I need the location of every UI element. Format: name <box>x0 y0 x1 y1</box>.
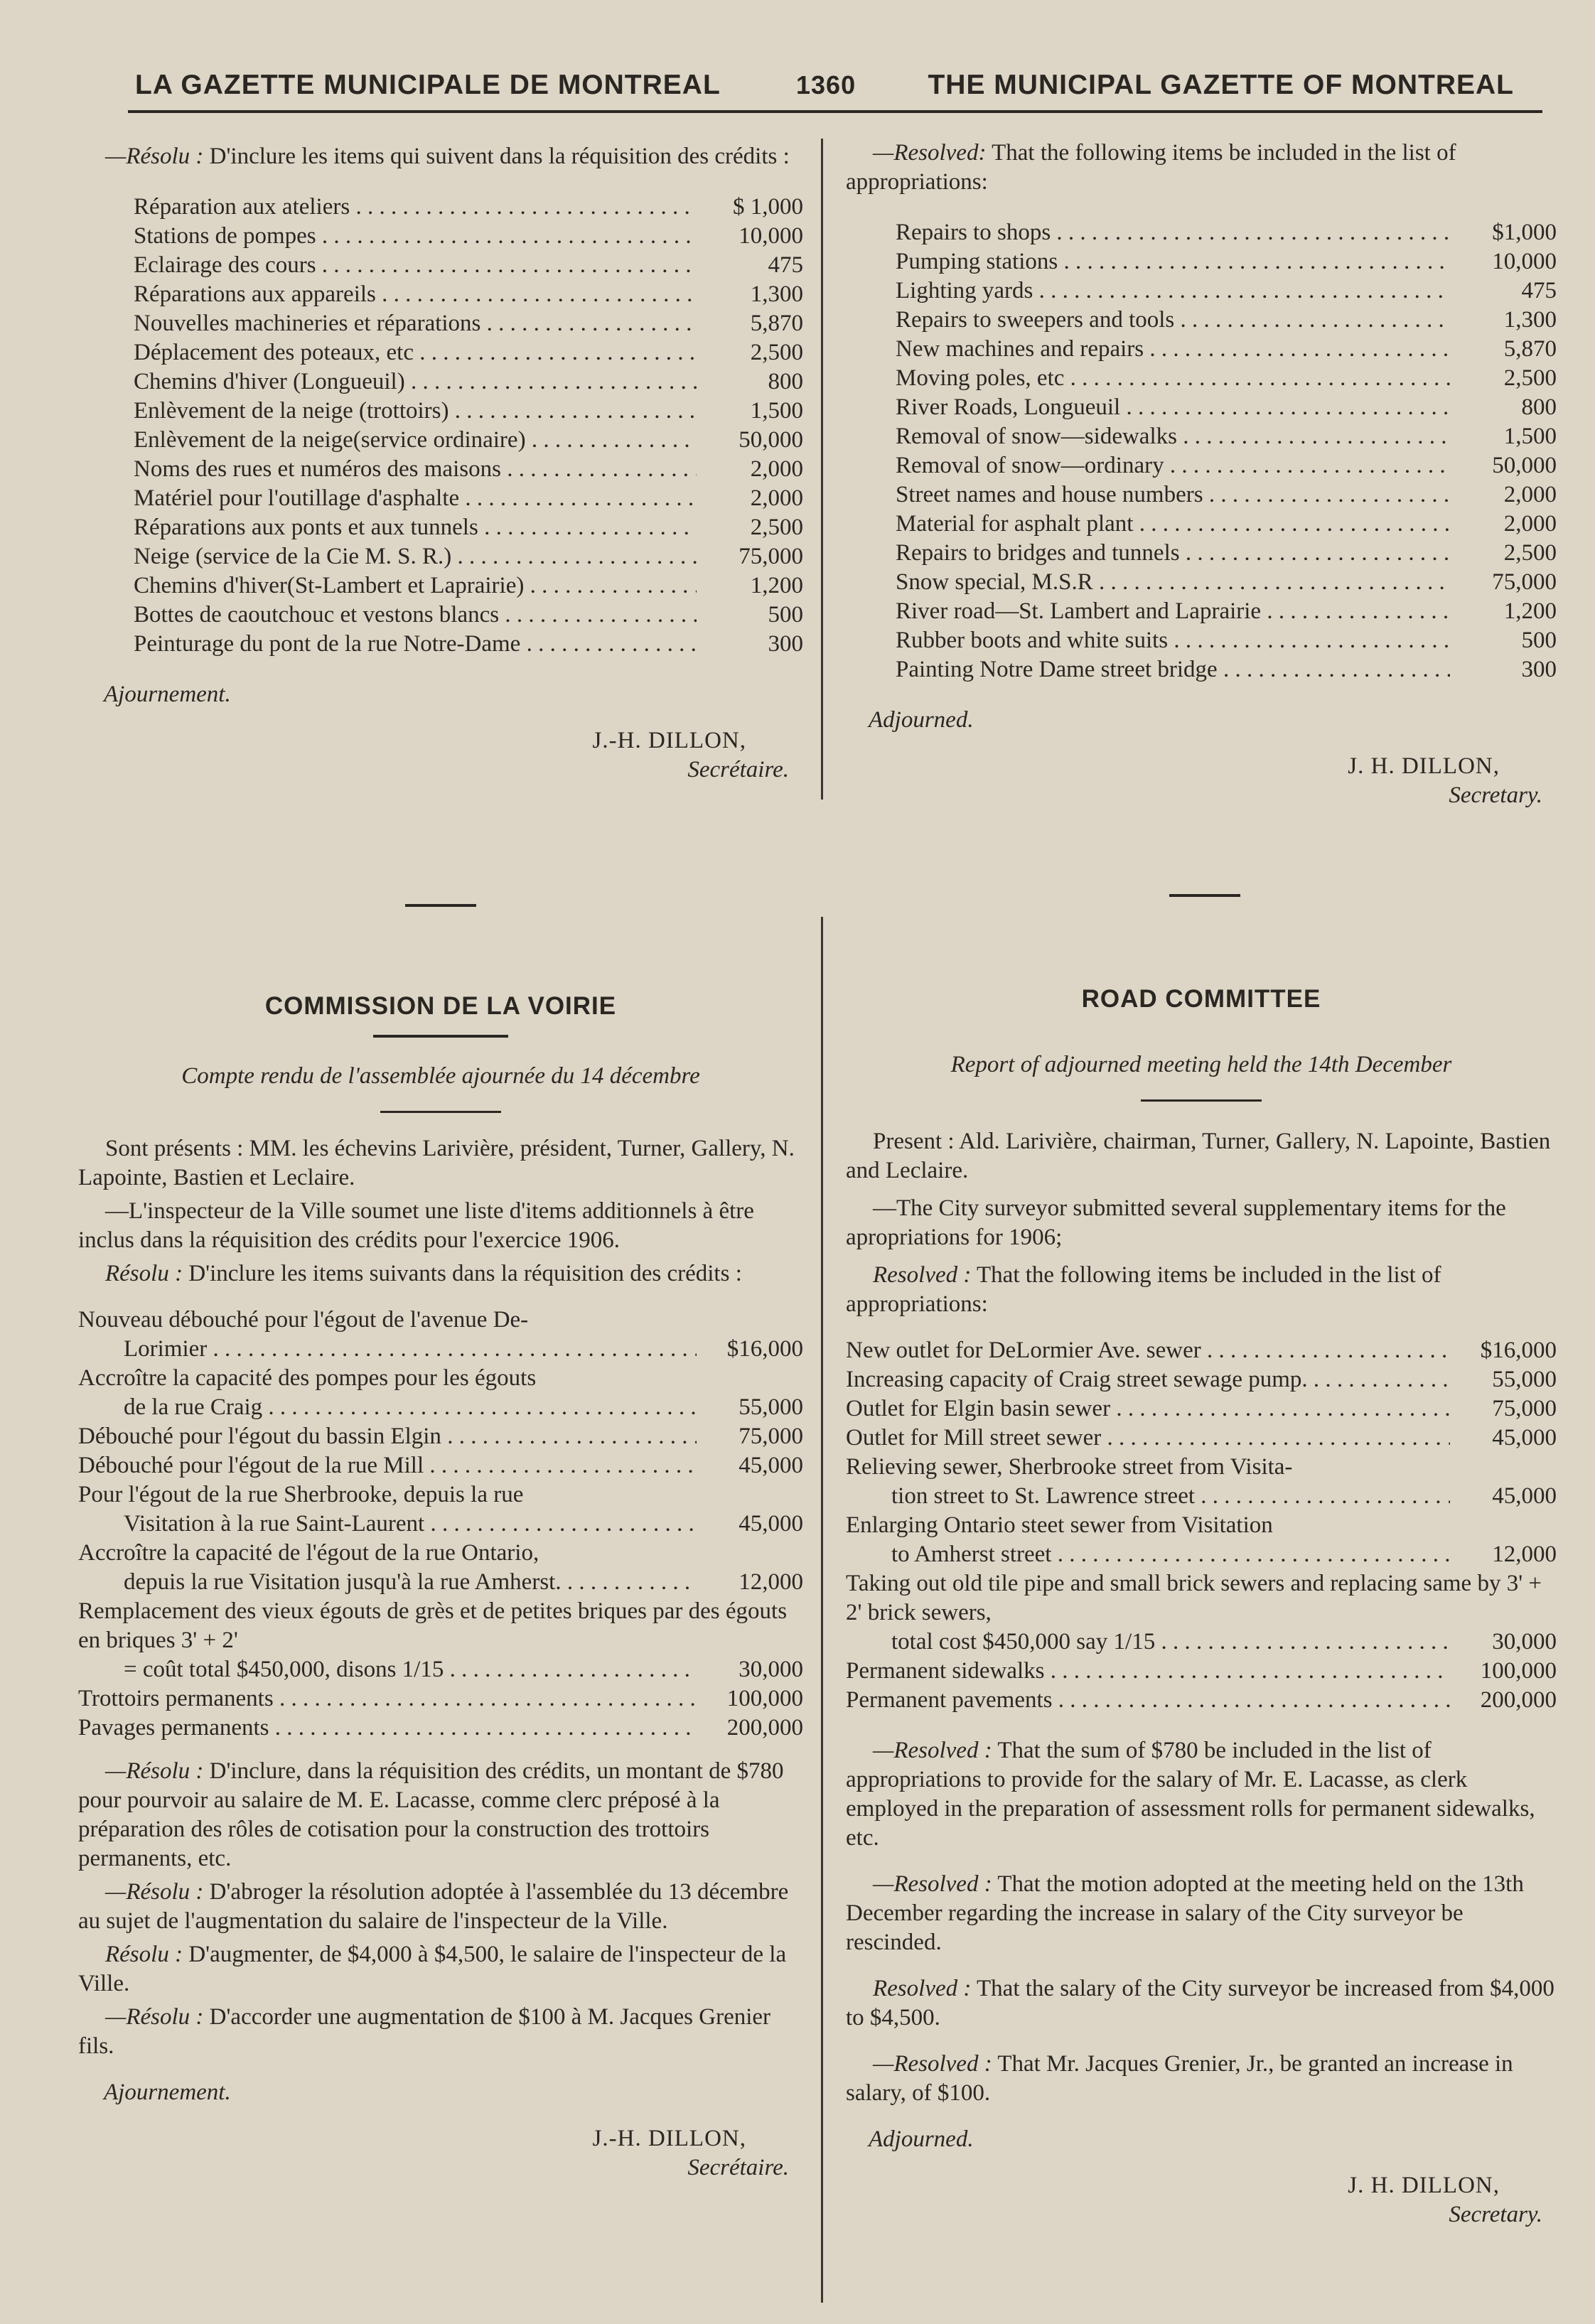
list-item <box>78 1422 803 1451</box>
fr-res4 <box>78 2003 803 2061</box>
item-label: Réparations aux appareils . . . <box>134 280 697 309</box>
item-label: Pumping stations . . . <box>896 247 1450 276</box>
item-label: Lighting yards . . . <box>896 276 1450 306</box>
item-label: New machines and repairs . . . <box>896 335 1450 364</box>
item-last-line <box>78 1510 803 1539</box>
en-bottom-items <box>846 1336 1557 1715</box>
list-item <box>78 1480 803 1539</box>
item-label: Débouché pour l'égout de la rue Mill . . . <box>78 1451 697 1480</box>
fr-top-adjourned: Ajournement. <box>104 682 231 707</box>
item-label: Réparations aux ponts et aux tunnels . . . <box>134 513 697 542</box>
signature-name: J.-H. DILLON, <box>592 728 746 753</box>
item-amount: 50,000 <box>1492 453 1557 478</box>
resolved-label: Résolu : <box>105 1261 183 1286</box>
item-amount: 10,000 <box>1492 249 1557 274</box>
list-item <box>134 455 803 484</box>
list-item <box>846 1657 1557 1686</box>
item-label: New outlet for DeLormier Ave. sewer . . . <box>846 1336 1450 1365</box>
item-label: de la rue Craig . . . <box>124 1393 697 1422</box>
fr-bottom-signature <box>78 2124 803 2183</box>
item-label: Chemins d'hiver(St-Lambert et Laprairie) . . . <box>134 571 697 601</box>
item-amount: 1,200 <box>1503 598 1557 624</box>
resolved-label: Resolved : <box>873 1262 972 1288</box>
item-amount: 300 <box>1521 657 1557 682</box>
list-item <box>134 280 803 309</box>
en-res3 <box>846 1974 1557 2033</box>
item-label: Enlèvement de la neige (trottoirs) . . . <box>134 397 697 426</box>
resolved-label: —Resolved: <box>873 140 987 166</box>
en-top-signature <box>846 752 1557 810</box>
item-last-line <box>846 1628 1557 1657</box>
list-item <box>78 1714 803 1743</box>
item-amount: 55,000 <box>739 1394 803 1420</box>
list-item <box>896 364 1557 393</box>
item-label: Outlet for Elgin basin sewer . . . <box>846 1394 1450 1424</box>
fr-present: Sont présents : MM. les échevins Larivière, président, Turner, Gallery, N. Lapointe, Bastien et Leclaire. <box>78 1136 795 1190</box>
item-amount: 30,000 <box>739 1657 803 1682</box>
item-amount: $16,000 <box>726 1336 803 1362</box>
subhead-rule <box>1141 1099 1262 1102</box>
item-label: Repairs to sweepers and tools . . . <box>896 306 1450 335</box>
item-label: River Roads, Longueuil . . . <box>896 393 1450 422</box>
item-label: Painting Notre Dame street bridge . . . <box>896 655 1450 684</box>
list-item <box>134 222 803 251</box>
list-item <box>896 510 1557 539</box>
item-label: Débouché pour l'égout du bassin Elgin . . . <box>78 1422 697 1451</box>
item-amount: 12,000 <box>739 1569 803 1595</box>
item-label-first-line: Remplacement des vieux égouts de grès et de petites briques par des égouts en briques 3' + 2' <box>78 1598 788 1653</box>
item-label: tion street to St. Lawrence street . . . <box>891 1482 1450 1511</box>
item-label: Matériel pour l'outillage d'asphalte . . . <box>134 484 697 513</box>
fr-res3 <box>78 1940 803 1998</box>
resolution-text: That the salary of the City surveyor be increased from $4,000 to $4,500. <box>846 1976 1554 2030</box>
item-amount: 75,000 <box>1492 1396 1557 1421</box>
item-label: total cost $450,000 say 1/15 . . . <box>891 1628 1450 1657</box>
item-amount: 75,000 <box>739 544 803 569</box>
fr-bottom-resolution <box>78 1259 803 1289</box>
resolution-text: That the following items be included in the list of appropriations: <box>846 140 1456 195</box>
item-label: depuis la rue Visitation jusqu'à la rue Amherst. . . . <box>124 1568 697 1597</box>
list-item <box>896 247 1557 276</box>
item-amount: 2,500 <box>750 515 803 540</box>
list-item <box>134 542 803 571</box>
resolution-text: D'accorder une augmentation de $100 à M. Jacques Grenier fils. <box>78 2004 771 2059</box>
fr-inspector: —L'inspecteur de la Ville soumet une liste d'items additionnels à être inclus dans la réquisition des crédits pour l'exercice 1906. <box>78 1198 754 1253</box>
list-item <box>134 397 803 426</box>
item-label: Stations de pompes . . . <box>134 222 697 251</box>
resolved-label: —Résolu : <box>105 1879 204 1905</box>
list-item <box>134 338 803 367</box>
fr-res2 <box>78 1878 803 1936</box>
item-amount: 2,000 <box>750 485 803 511</box>
item-amount: 500 <box>768 602 803 628</box>
signature-title: Secrétaire. <box>687 757 789 782</box>
item-amount: 2,000 <box>1503 511 1557 537</box>
list-item <box>896 218 1557 247</box>
item-amount: 75,000 <box>1492 569 1557 595</box>
signature-name: J.-H. DILLON, <box>592 2126 746 2151</box>
item-last-line <box>78 1655 803 1684</box>
item-label: Rubber boots and white suits . . . <box>896 626 1450 655</box>
item-last-line <box>78 1335 803 1364</box>
list-item <box>896 568 1557 597</box>
list-item <box>134 251 803 280</box>
list-item <box>846 1453 1557 1511</box>
item-amount: 475 <box>1521 278 1557 303</box>
item-label: Trottoirs permanents . . . <box>78 1684 697 1714</box>
item-amount: 5,870 <box>750 311 803 336</box>
en-bottom-section <box>846 984 1557 2229</box>
item-last-line <box>846 1540 1557 1569</box>
item-label: Chemins d'hiver (Longueuil) . . . <box>134 367 697 397</box>
list-item <box>896 451 1557 480</box>
item-label: Permanent sidewalks . . . <box>846 1657 1450 1686</box>
list-item <box>846 1511 1557 1569</box>
list-item <box>896 626 1557 655</box>
en-present: Present : Ald. Larivière, chairman, Turner, Gallery, N. Lapointe, Bastien and Leclaire. <box>846 1129 1551 1183</box>
fr-res1 <box>78 1757 803 1873</box>
item-amount: 2,500 <box>1503 540 1557 566</box>
en-res4 <box>846 2050 1557 2108</box>
item-label: Noms des rues et numéros des maisons . . . <box>134 455 697 484</box>
list-item <box>134 484 803 513</box>
list-item <box>78 1306 803 1364</box>
resolved-label: —Resolved : <box>873 2051 992 2077</box>
item-amount: 300 <box>768 631 803 657</box>
resolution-text: That the following items be included in the list of appropriations: <box>846 1262 1441 1317</box>
item-label: Repairs to shops . . . <box>896 218 1450 247</box>
resolution-text: That Mr. Jacques Grenier, Jr., be granted an increase in salary, of $100. <box>846 2051 1513 2106</box>
header-rule <box>128 110 1542 113</box>
list-item <box>846 1365 1557 1394</box>
item-label-first-line: Relieving sewer, Sherbrooke street from Visita- <box>846 1454 1293 1480</box>
en-section-divider <box>1169 894 1240 897</box>
item-amount: 45,000 <box>1492 1425 1557 1451</box>
item-label: Permanent pavements . . . <box>846 1686 1450 1715</box>
item-label: Removal of snow—ordinary . . . <box>896 451 1450 480</box>
fr-bottom-adjourned: Ajournement. <box>104 2080 231 2105</box>
list-item <box>846 1569 1557 1657</box>
signature-title: Secrétaire. <box>687 2155 789 2180</box>
item-label-first-line: Taking out old tile pipe and small brick sewers and replacing same by 3' + 2' brick sewers, <box>846 1571 1542 1625</box>
item-amount: 45,000 <box>739 1511 803 1537</box>
fr-top-section <box>78 142 803 785</box>
item-amount: 12,000 <box>1492 1542 1557 1567</box>
fr-top-resolution <box>78 142 803 171</box>
en-bottom-adjourned: Adjourned. <box>869 2126 974 2152</box>
item-amount: 100,000 <box>1480 1658 1557 1684</box>
item-amount: 100,000 <box>726 1686 803 1711</box>
list-item <box>78 1451 803 1480</box>
en-surveyor: —The City surveyor submitted several supplementary items for the apropriations for 1906; <box>846 1195 1506 1250</box>
item-amount: 475 <box>768 252 803 278</box>
item-label: Repairs to bridges and tunnels . . . <box>896 539 1450 568</box>
list-item <box>134 513 803 542</box>
list-item <box>896 480 1557 510</box>
item-amount: 2,000 <box>750 456 803 482</box>
fr-section-subhead: Compte rendu de l'assemblée ajournée du 14 décembre <box>181 1063 700 1089</box>
list-item <box>846 1336 1557 1365</box>
item-amount: 75,000 <box>739 1424 803 1449</box>
item-amount: 200,000 <box>1480 1687 1557 1713</box>
list-item <box>78 1597 803 1684</box>
item-label: Nouvelles machineries et réparations . . . <box>134 309 697 338</box>
page-header <box>121 64 1528 107</box>
item-amount: 1,500 <box>750 398 803 424</box>
item-label: Peinturage du pont de la rue Notre-Dame . . . <box>134 630 697 659</box>
header-title-en: THE MUNICIPAL GAZETTE OF MONTREAL <box>928 70 1514 100</box>
item-amount: 55,000 <box>1492 1367 1557 1392</box>
item-amount: 2,500 <box>1503 365 1557 391</box>
item-amount: 800 <box>1521 394 1557 420</box>
list-item <box>134 601 803 630</box>
item-label: Pavages permanents . . . <box>78 1714 697 1743</box>
item-amount: 800 <box>768 369 803 394</box>
fr-top-signature <box>78 726 803 785</box>
item-last-line <box>846 1482 1557 1511</box>
resolved-label: Resolved : <box>873 1976 972 2001</box>
en-bottom-signature <box>846 2171 1557 2229</box>
item-label: Moving poles, etc . . . <box>896 364 1450 393</box>
list-item <box>896 335 1557 364</box>
list-item <box>134 630 803 659</box>
resolved-label: —Résolu : <box>105 1758 204 1784</box>
en-res1 <box>846 1736 1557 1853</box>
fr-section-divider <box>405 904 476 907</box>
signature-title: Secretary. <box>1449 2202 1542 2227</box>
item-amount: 5,870 <box>1503 336 1557 362</box>
en-top-section <box>846 139 1557 810</box>
fr-bottom-items <box>78 1306 803 1743</box>
resolution-text: That the sum of $780 be included in the list of appropriations to provide for the salary of Mr. E. Lacasse, as clerk employed in the preparation of assessment rolls for permanent sidewalks, etc. <box>846 1738 1535 1851</box>
item-amount: 1,300 <box>1503 307 1557 333</box>
item-amount: 2,500 <box>750 340 803 365</box>
item-label: Bottes de caoutchouc et vestons blancs . . . <box>134 601 697 630</box>
item-label: Street names and house numbers . . . <box>896 480 1450 510</box>
list-item <box>846 1394 1557 1424</box>
list-item <box>78 1364 803 1422</box>
list-item <box>896 276 1557 306</box>
item-amount: 1,300 <box>750 281 803 307</box>
item-label-first-line: Accroître la capacité de l'égout de la rue Ontario, <box>78 1540 539 1566</box>
list-item <box>896 306 1557 335</box>
resolution-text: D'inclure, dans la réquisition des crédits, un montant de $780 pour pourvoir au salaire de M. E. Lacasse, comme clerc préposé à la préparation des rôles de cotisation pour la construction des trottoirs permanents, etc. <box>78 1758 784 1871</box>
list-item <box>134 367 803 397</box>
resolution-text: D'inclure les items suivants dans la réquisition des crédits : <box>188 1261 742 1286</box>
en-res2 <box>846 1870 1557 1957</box>
item-label: River road—St. Lambert and Laprairie . . . <box>896 597 1450 626</box>
en-section-heading: ROAD COMMITTEE <box>1081 985 1321 1013</box>
item-label: Material for asphalt plant . . . <box>896 510 1450 539</box>
signature-name: J. H. DILLON, <box>1348 753 1500 779</box>
item-label: Increasing capacity of Craig street sewage pump. . . . <box>846 1365 1450 1394</box>
item-label: = coût total $450,000, disons 1/15 . . . <box>124 1655 697 1684</box>
item-last-line <box>78 1568 803 1597</box>
fr-top-items <box>78 193 803 659</box>
list-item <box>896 393 1557 422</box>
resolved-label: —Résolu : <box>105 2004 204 2030</box>
subhead-rule <box>380 1111 501 1113</box>
list-item <box>134 571 803 601</box>
list-item <box>78 1684 803 1714</box>
item-label: Déplacement des poteaux, etc . . . <box>134 338 697 367</box>
en-top-items <box>846 218 1557 684</box>
page-number: 1360 <box>796 70 856 99</box>
column-divider-bottom <box>821 917 823 2303</box>
item-amount: 500 <box>1521 628 1557 653</box>
list-item <box>846 1424 1557 1453</box>
item-label: to Amherst street . . . <box>891 1540 1450 1569</box>
item-label: Removal of snow—sidewalks . . . <box>896 422 1450 451</box>
column-divider-top <box>821 139 823 800</box>
resolved-label: —Résolu : <box>105 144 204 169</box>
item-amount: $ 1,000 <box>733 194 803 220</box>
resolution-text: D'abroger la résolution adoptée à l'assemblée du 13 décembre au sujet de l'augmentation du salaire de l'inspecteur de la Ville. <box>78 1879 789 1934</box>
list-item <box>846 1686 1557 1715</box>
item-amount: 45,000 <box>739 1453 803 1478</box>
item-amount: 200,000 <box>726 1715 803 1741</box>
item-amount: 1,500 <box>1503 424 1557 449</box>
heading-rule <box>373 1035 508 1038</box>
resolution-text: D'augmenter, de $4,000 à $4,500, le salaire de l'inspecteur de la Ville. <box>78 1942 787 1996</box>
item-label: Outlet for Mill street sewer . . . <box>846 1424 1450 1453</box>
item-amount: 2,000 <box>1503 482 1557 507</box>
fr-section-heading: COMMISSION DE LA VOIRIE <box>264 992 617 1020</box>
item-label: Enlèvement de la neige(service ordinaire) . . . <box>134 426 697 455</box>
item-label: Réparation aux ateliers . . . <box>134 193 697 222</box>
resolved-label: —Resolved : <box>873 1738 992 1763</box>
item-amount: 1,200 <box>750 573 803 598</box>
list-item <box>78 1539 803 1597</box>
item-amount: 30,000 <box>1492 1629 1557 1655</box>
item-amount: 45,000 <box>1492 1483 1557 1509</box>
list-item <box>896 539 1557 568</box>
list-item <box>134 193 803 222</box>
en-section-subhead: Report of adjourned meeting held the 14th December <box>950 1052 1452 1077</box>
fr-bottom-section <box>78 991 803 2183</box>
item-label: Visitation à la rue Saint-Laurent . . . <box>124 1510 697 1539</box>
item-amount: $1,000 <box>1492 220 1557 245</box>
item-label-first-line: Pour l'égout de la rue Sherbrooke, depuis la rue <box>78 1482 524 1507</box>
header-title-fr: LA GAZETTE MUNICIPALE DE MONTREAL <box>135 70 721 100</box>
list-item <box>896 655 1557 684</box>
item-label: Snow special, M.S.R . . . <box>896 568 1450 597</box>
en-bottom-resolution <box>846 1261 1557 1319</box>
signature-name: J. H. DILLON, <box>1348 2173 1500 2198</box>
list-item <box>896 597 1557 626</box>
item-amount: 50,000 <box>739 427 803 453</box>
item-label-first-line: Accroître la capacité des pompes pour les égouts <box>78 1365 537 1391</box>
list-item <box>896 422 1557 451</box>
list-item <box>134 426 803 455</box>
item-label: Eclairage des cours . . . <box>134 251 697 280</box>
item-amount: $16,000 <box>1480 1338 1557 1363</box>
item-label: Lorimier . . . <box>124 1335 697 1364</box>
item-amount: 10,000 <box>739 223 803 249</box>
resolution-text: That the motion adopted at the meeting held on the 13th December regarding the increase in salary of the City surveyor be rescinded. <box>846 1871 1524 1955</box>
item-last-line <box>78 1393 803 1422</box>
en-top-adjourned: Adjourned. <box>869 707 974 733</box>
item-label-first-line: Enlarging Ontario steet sewer from Visitation <box>846 1512 1273 1538</box>
resolved-label: Résolu : <box>105 1942 183 1967</box>
resolved-label: —Resolved : <box>873 1871 992 1897</box>
list-item <box>134 309 803 338</box>
resolution-text: D'inclure les items qui suivent dans la réquisition des crédits : <box>209 144 790 169</box>
en-top-resolution <box>846 139 1557 197</box>
item-label: Neige (service de la Cie M. S. R.) . . . <box>134 542 697 571</box>
signature-title: Secretary. <box>1449 782 1542 808</box>
item-label-first-line: Nouveau débouché pour l'égout de l'avenue De- <box>78 1307 529 1333</box>
